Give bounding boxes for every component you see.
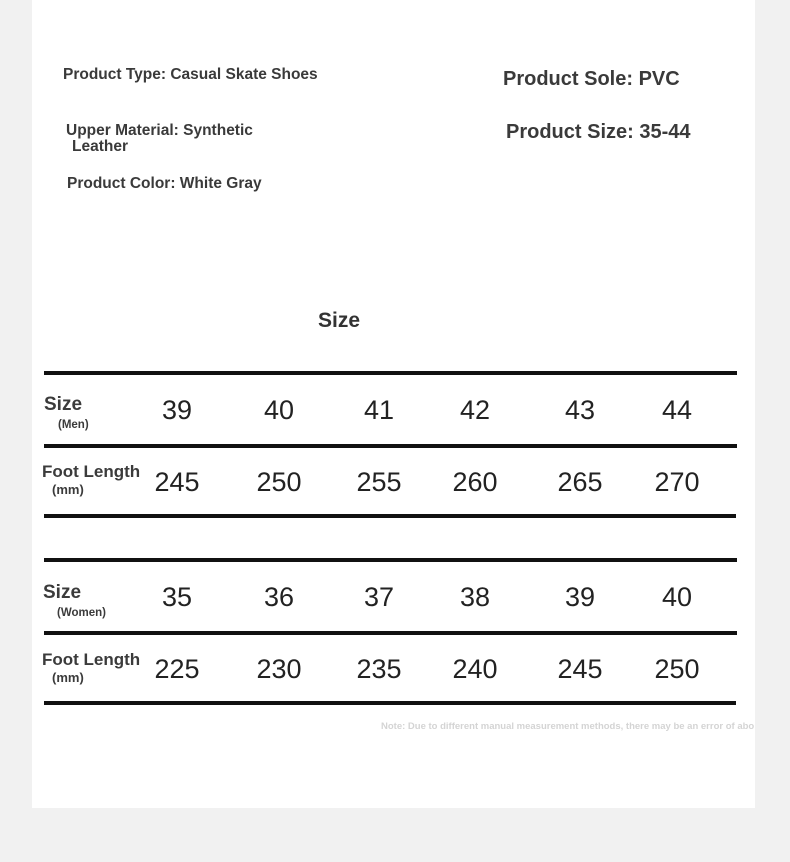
men-foot-label-text: Foot Length [42, 462, 141, 481]
table-rule [44, 558, 737, 562]
men-size-label-text: Size [44, 394, 83, 415]
men-foot-length-cell: 265 [557, 467, 603, 497]
women-foot-label-text: Foot Length [42, 650, 141, 669]
women-foot-length-cell: 225 [154, 654, 200, 684]
men-foot-label [42, 462, 140, 496]
men-size-cell: 44 [661, 395, 693, 425]
women-size-label-text: Size [43, 582, 82, 603]
men-size-cell: 40 [263, 395, 295, 425]
women-foot-length-cell: 230 [256, 654, 302, 684]
men-size-cell: 42 [459, 395, 491, 425]
women-foot-label [42, 650, 140, 684]
men-foot-length-cell: 245 [154, 467, 200, 497]
table-rule [44, 371, 737, 375]
size-section-title: Size [318, 309, 361, 332]
women-foot-length-cell: 245 [557, 654, 603, 684]
men-foot-sub: (mm) [52, 482, 84, 497]
women-size-label [43, 583, 106, 619]
product-size: Product Size: 35-44 [506, 121, 691, 143]
table-rule [44, 701, 736, 705]
product-color: Product Color: White Gray [67, 175, 262, 192]
men-size-label [44, 395, 89, 431]
table-rule [44, 444, 737, 448]
men-size-cell: 43 [564, 395, 596, 425]
women-foot-length-cell: 240 [452, 654, 498, 684]
men-foot-length-cell: 270 [654, 467, 700, 497]
women-size-cell: 36 [263, 582, 295, 612]
women-foot-sub: (mm) [52, 670, 84, 685]
product-type: Product Type: Casual Skate Shoes [63, 66, 318, 83]
women-size-cell: 37 [363, 582, 395, 612]
measurement-note: Note: Due to different manual measurement methods, there may be an error of abo [381, 721, 755, 732]
product-sole: Product Sole: PVC [503, 68, 680, 90]
men-size-cell: 41 [363, 395, 395, 425]
men-size-cell: 39 [161, 395, 193, 425]
men-foot-length-cell: 250 [256, 467, 302, 497]
women-foot-length-cell: 235 [356, 654, 402, 684]
table-rule [44, 514, 736, 518]
men-foot-length-cell: 260 [452, 467, 498, 497]
men-foot-length-cell: 255 [356, 467, 402, 497]
upper-material-line1: Upper Material: Synthetic [66, 122, 253, 139]
table-rule [44, 631, 737, 635]
men-size-sub: (Men) [58, 419, 89, 431]
women-size-cell: 35 [161, 582, 193, 612]
upper-material-line2: Leather [72, 138, 128, 155]
women-size-sub: (Women) [57, 607, 106, 619]
women-size-cell: 39 [564, 582, 596, 612]
women-size-cell: 38 [459, 582, 491, 612]
women-size-cell: 40 [661, 582, 693, 612]
women-foot-length-cell: 250 [654, 654, 700, 684]
